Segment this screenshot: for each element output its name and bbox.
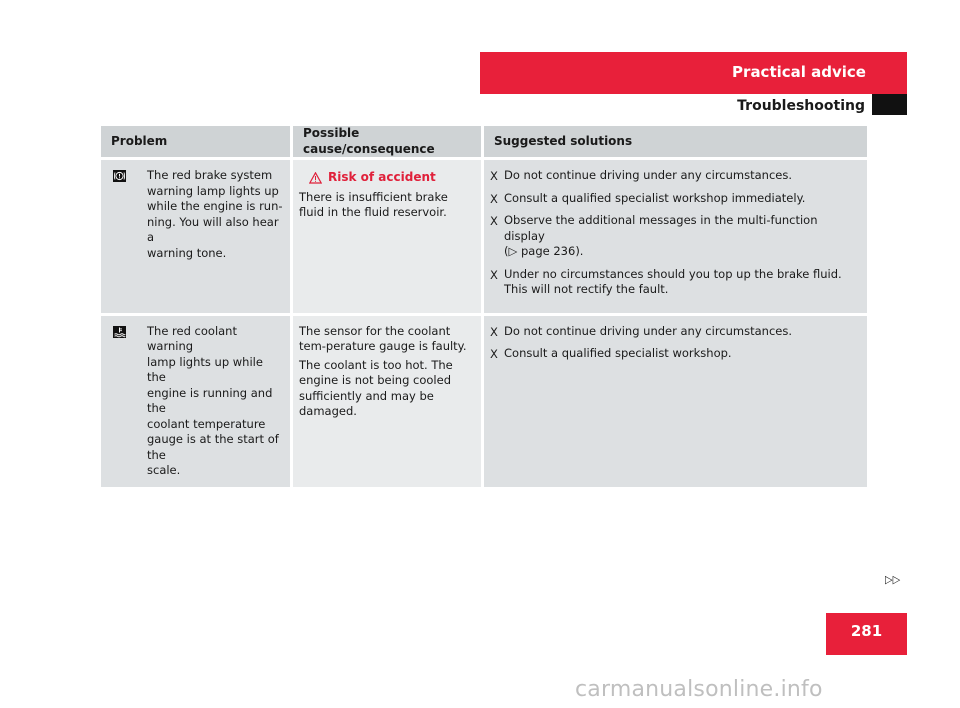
- bullet-arrow-icon: X: [490, 214, 498, 228]
- warning-title: Risk of accident: [328, 170, 436, 184]
- problem-line: scale.: [147, 463, 181, 477]
- solutions-cell: [484, 316, 867, 490]
- table-row: [101, 160, 867, 316]
- bullet-arrow-icon: X: [490, 191, 498, 206]
- troubleshooting-table: [101, 126, 867, 490]
- problem-line: warning lamp lights up: [147, 183, 279, 198]
- brake-warning-icon: [111, 170, 127, 182]
- problem-line: ning. You will also hear a: [147, 214, 279, 244]
- solutions-cell: [484, 160, 867, 316]
- coolant-temperature-icon: [111, 326, 127, 338]
- warning-triangle-icon: [309, 172, 322, 184]
- section-tab-marker: [872, 94, 907, 115]
- problem-line: engine is running and the: [147, 385, 273, 415]
- list-item: X Consult a qualified specialist workshop immediately.: [490, 190, 806, 206]
- problem-line: coolant temperature: [147, 416, 266, 431]
- table-row: [101, 316, 867, 490]
- table-header-row: [101, 126, 867, 160]
- bullet-arrow-icon: X: [490, 169, 498, 183]
- bullet-arrow-icon: X: [490, 324, 498, 339]
- cause-text: There is insufficient brake fluid in the fluid reservoir.: [299, 189, 448, 219]
- problem-cell: [101, 316, 293, 490]
- problem-line: The red brake system: [147, 168, 273, 182]
- list-item: X Do not continue driving under any circumstances.: [490, 323, 792, 339]
- page-reference: (▷ page 236).: [504, 244, 584, 258]
- column-header: Problem: [101, 126, 293, 160]
- bullet-arrow-icon: X: [490, 267, 498, 282]
- cause-cell: [293, 160, 484, 316]
- list-item: X Observe the additional messages in the multi-function display (▷ page 236).: [490, 213, 818, 258]
- subsection-title: Troubleshooting: [737, 98, 865, 114]
- list-item: X Under no circumstances should you top up the brake fluid. This will not rectify the fault.: [490, 266, 842, 296]
- problem-line: gauge is at the start of the: [147, 432, 279, 462]
- continue-marker-icon: ▷▷: [885, 573, 901, 586]
- problem-cell: [101, 160, 293, 316]
- problem-line: The red coolant warning: [147, 323, 237, 353]
- cause-text: The sensor for the coolant tem-perature gauge is faulty.: [299, 323, 467, 353]
- cause-text: The coolant is too hot. The engine is not being cooled sufficiently and may be damaged.: [299, 357, 453, 418]
- problem-line: while the engine is run-: [147, 199, 283, 213]
- bullet-arrow-icon: X: [490, 347, 498, 361]
- section-title: Practical advice: [480, 52, 907, 94]
- list-item: X Consult a qualified specialist workshop.: [490, 346, 732, 361]
- watermark-text: carmanualsonline.info: [575, 677, 823, 702]
- problem-line: lamp lights up while the: [147, 354, 263, 384]
- column-header: Possible cause/consequence: [293, 126, 484, 160]
- problem-line: warning tone.: [147, 245, 227, 260]
- cause-cell: [293, 316, 484, 490]
- page-number: 281: [826, 613, 907, 655]
- column-header: Suggested solutions: [484, 126, 867, 160]
- list-item: X Do not continue driving under any circumstances.: [490, 168, 792, 183]
